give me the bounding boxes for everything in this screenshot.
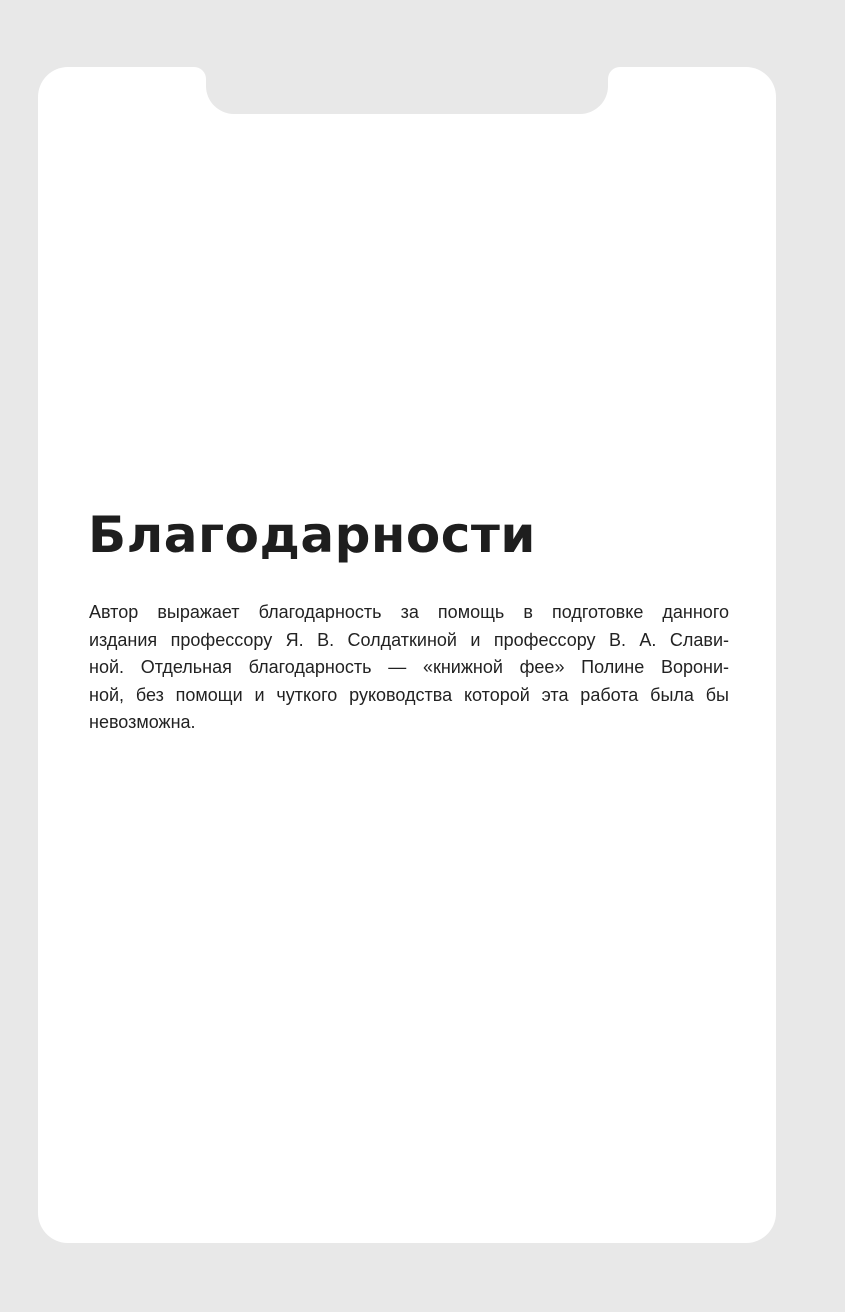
paragraph-line: ной. Отдельная благодарность — «книжной фее» Полине Ворони- <box>89 657 729 677</box>
paragraph-line: ной, без помощи и чуткого руководства которой эта работа была бы <box>89 684 729 705</box>
paragraph-line: Автор выражает благодарность за помощь в подготовке данного <box>89 602 729 622</box>
page-title: Благодарности <box>88 506 536 564</box>
paragraph-line: невозможна. <box>89 712 196 732</box>
notch-corner-left <box>194 67 206 79</box>
top-notch <box>206 67 608 114</box>
notch-corner-right <box>608 67 620 79</box>
paragraph-line: издания профессору Я. В. Солдаткиной и профессору В. А. Слави- <box>89 629 729 650</box>
acknowledgements-paragraph <box>89 599 729 737</box>
